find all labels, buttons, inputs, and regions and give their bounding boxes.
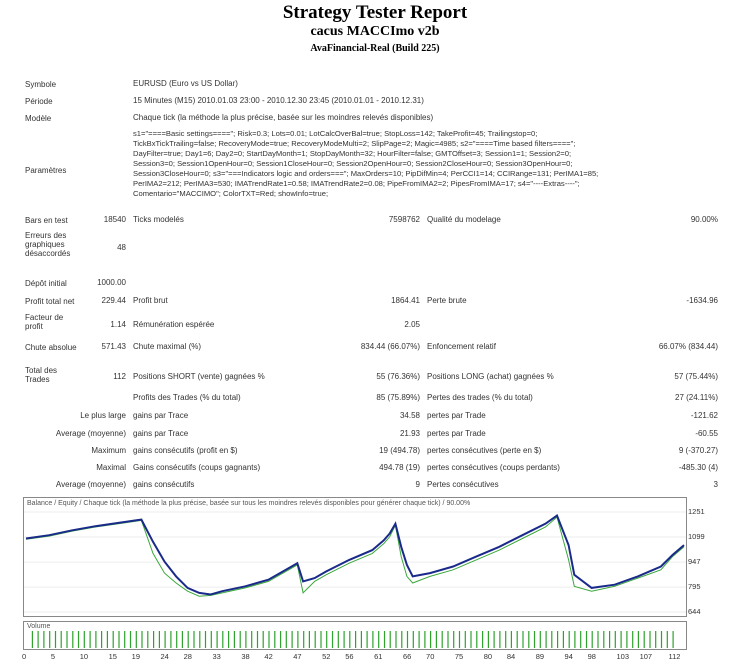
params-line: TickBxTickTrailing=false; RecoveryMode=true; RecoveryModeMulti=2; SlipPage=2; Magic=4985; s2="====Time based filters===="; — [133, 139, 576, 148]
bars-value: 18540 — [103, 215, 126, 224]
x-tick-label: 98 — [587, 652, 596, 661]
volume-bar — [632, 631, 633, 648]
volume-bar — [280, 631, 281, 648]
volume-bar — [592, 631, 593, 648]
volume-bar — [136, 631, 137, 648]
volume-bar — [61, 631, 62, 648]
y-tick-label: 947 — [688, 557, 701, 567]
volume-bar — [176, 631, 177, 648]
profit-factor-label: Facteur de profit — [25, 313, 64, 331]
net-profit-value: 229.44 — [101, 296, 126, 305]
volume-bar — [274, 631, 275, 648]
period-value: 15 Minutes (M15) 2010.01.03 23:00 - 2010.12.30 23:45 (2010.01.01 - 2010.12.31) — [133, 96, 424, 105]
volume-bar — [297, 631, 298, 648]
x-tick-label: 42 — [264, 652, 273, 661]
payoff-label: Rémunération espérée — [133, 320, 215, 329]
volume-bar — [338, 631, 339, 648]
x-tick-label: 112 — [668, 652, 681, 661]
y-tick-label: 1251 — [688, 507, 705, 516]
x-tick-label: 33 — [212, 652, 221, 661]
largest-win-label: gains par Trace — [133, 411, 189, 420]
abs-drawdown-label: Chute absolue — [25, 343, 77, 352]
x-tick-label: 66 — [402, 652, 412, 661]
volume-bar — [268, 631, 269, 648]
volume-bar — [511, 631, 512, 648]
volume-bar — [182, 631, 183, 648]
volume-bar — [286, 631, 287, 648]
volume-bar — [551, 631, 552, 648]
x-tick-label: 61 — [374, 652, 383, 661]
loss-trades-label: Pertes des trades (% du total) — [427, 393, 533, 402]
volume-bar — [228, 631, 229, 648]
volume-bar — [430, 631, 431, 648]
volume-bar — [78, 631, 79, 648]
total-trades-label: Total des Trades — [25, 366, 58, 384]
avg-consec-label: Average (moyenne) — [55, 480, 126, 489]
volume-plot — [24, 622, 686, 649]
x-tick-label: 107 — [639, 652, 653, 661]
y-tick-label: 795 — [688, 582, 701, 592]
volume-bar — [165, 631, 166, 648]
avg-consec-win-value: 9 — [415, 480, 420, 489]
balance-chart-plot — [24, 498, 686, 616]
x-tick-label: 75 — [454, 652, 464, 661]
params-line: s1="====Basic settings===="; Risk=0.3; Lots=0.01; LotCalcOverBal=true; StopLoss=142; TakeProfit=45; Trailingstop=0; — [133, 129, 538, 138]
long-won-label: Positions LONG (achat) gagnées % — [427, 372, 554, 381]
profit-factor-value: 1.14 — [110, 320, 126, 329]
volume-bar — [638, 631, 639, 648]
x-tick-label: 70 — [426, 652, 435, 661]
volume-bar — [130, 631, 131, 648]
short-won-value: 55 (76.36%) — [376, 372, 420, 381]
volume-bar — [43, 631, 44, 648]
volume-bar — [72, 631, 73, 648]
volume-bar — [245, 631, 246, 648]
volume-bar — [401, 631, 402, 648]
ticks-value: 7598762 — [388, 215, 420, 224]
avg-consec-win-label: gains consécutifs — [133, 480, 195, 489]
avg-loss-label: pertes par Trade — [427, 429, 486, 438]
x-tick-label: 103 — [616, 652, 630, 661]
volume-bar — [667, 631, 668, 648]
params-line: PerIMA2=212; PerIMA3=530; IMATrendRate1=0.58; IMATrendRate2=0.08; PipeFromIMA2=2; PipesFromIMA=17; s4="----Extras----"; — [133, 179, 580, 188]
volume-bar — [615, 631, 616, 648]
volume-bar — [320, 631, 321, 648]
maximum-label: Maximum — [91, 446, 126, 455]
volume-bar — [470, 631, 471, 648]
x-tick-label: 24 — [160, 652, 169, 661]
maximal-loss-label: pertes consécutives (coups perdants) — [427, 463, 560, 472]
avg-loss-value: -60.55 — [695, 429, 718, 438]
bars-label: Bars en test — [25, 216, 68, 225]
volume-bar — [378, 631, 379, 648]
volume-bar — [95, 631, 96, 648]
volume-bar — [459, 631, 460, 648]
volume-bar — [534, 631, 535, 648]
abs-drawdown-value: 571.43 — [101, 342, 126, 351]
volume-bar — [390, 631, 391, 648]
volume-bar — [141, 631, 142, 648]
largest-label: Le plus large — [80, 411, 126, 420]
x-tick-label: 19 — [131, 652, 140, 661]
volume-bar — [465, 631, 466, 648]
params-line: Session3CloseHour=0; s3="===Indicators logic and orders==="; MaxOrders=10; PipDifMin=4; PerCCI1=14; CCIRange=131; PerIMA1=85; — [133, 169, 599, 178]
volume-label: Volume — [27, 623, 51, 630]
volume-bar — [488, 631, 489, 648]
volume-bar — [528, 631, 529, 648]
total-trades-value: 112 — [113, 372, 126, 381]
errors-value: 48 — [117, 243, 126, 252]
params-text — [133, 129, 723, 199]
maximal-win-value: 494.78 (19) — [379, 463, 420, 472]
volume-bar — [580, 631, 581, 648]
volume-bar — [147, 631, 148, 648]
period-label: Période — [25, 97, 53, 106]
max-drawdown-label: Chute maximal (%) — [133, 342, 202, 351]
chart-caption: Balance / Equity / Chaque tick (la méthode la plus précise, basée sur tous les moindres relevés disponibles pour générer chaque tick) / 90.00% — [27, 500, 471, 507]
maximal-win-label: Gains consécutifs (coups gagnants) — [133, 463, 261, 472]
x-tick-label: 47 — [293, 652, 302, 661]
volume-bar — [586, 631, 587, 648]
x-tick-label: 5 — [50, 652, 56, 661]
avg-consec-loss-label: Pertes consécutives — [427, 480, 499, 489]
volume-bar — [442, 631, 443, 648]
volume-bar — [234, 631, 235, 648]
deposit-value: 1000.00 — [97, 278, 126, 287]
maximal-label: Maximal — [96, 463, 126, 472]
volume-bar — [90, 631, 91, 648]
volume-bar — [159, 631, 160, 648]
deposit-label: Dépôt initial — [25, 279, 67, 288]
volume-bar — [66, 631, 67, 648]
volume-bar — [673, 631, 674, 648]
volume-bar — [609, 631, 610, 648]
volume-panel — [23, 621, 687, 650]
x-tick-label: 56 — [345, 652, 354, 661]
max-consec-loss-value: 9 (-370.27) — [678, 446, 718, 455]
x-tick-label: 89 — [535, 652, 545, 661]
volume-bar — [49, 631, 50, 648]
volume-bar — [361, 631, 362, 648]
volume-bar — [217, 631, 218, 648]
volume-bar — [569, 631, 570, 648]
volume-bar — [211, 631, 212, 648]
volume-bar — [193, 631, 194, 648]
volume-bar — [384, 631, 385, 648]
average-label: Average (moyenne) — [55, 429, 126, 438]
volume-bar — [603, 631, 604, 648]
volume-bar — [257, 631, 258, 648]
max-consec-win-label: gains consécutifs (profit en $) — [133, 446, 238, 455]
volume-bar — [395, 631, 396, 648]
x-tick-label: 84 — [506, 652, 516, 661]
gross-loss-value: -1634.96 — [686, 296, 718, 305]
largest-loss-value: -121.62 — [690, 411, 718, 420]
volume-bar — [505, 631, 506, 648]
volume-bar — [626, 631, 627, 648]
avg-consec-loss-value: 3 — [713, 480, 718, 489]
profit-trades-value: 85 (75.89%) — [376, 393, 420, 402]
volume-bar — [597, 631, 598, 648]
volume-bar — [355, 631, 356, 648]
volume-bar — [153, 631, 154, 648]
volume-bar — [563, 631, 564, 648]
gross-profit-label: Profit brut — [133, 296, 168, 305]
volume-bar — [655, 631, 656, 648]
max-consec-loss-label: pertes consécutives (perte en $) — [427, 446, 542, 455]
volume-bar — [303, 631, 304, 648]
net-profit-label: Profit total net — [25, 297, 75, 306]
params-line: DayFilter=true; Day1=6; Day2=0; StartDayMonth=1; StopDayMonth=32; HourFilter=false; GMTOffset=3; Session1=1; Session2=0; — [133, 149, 572, 158]
volume-bar — [499, 631, 500, 648]
volume-bar — [55, 631, 56, 648]
volume-bar — [124, 631, 125, 648]
volume-bar — [251, 631, 252, 648]
volume-bar — [367, 631, 368, 648]
y-tick-label: 644 — [688, 607, 701, 616]
gross-loss-label: Perte brute — [427, 296, 467, 305]
volume-bar — [199, 631, 200, 648]
avg-win-label: gains par Trace — [133, 429, 189, 438]
volume-bar — [118, 631, 119, 648]
volume-bar — [540, 631, 541, 648]
volume-bar — [349, 631, 350, 648]
volume-bar — [309, 631, 310, 648]
volume-bar — [574, 631, 575, 648]
params-line: Comentario="MACCIMO"; ColorTXT=Red; showInfo=true; — [133, 189, 329, 198]
x-tick-label: 94 — [564, 652, 573, 661]
volume-bar — [326, 631, 327, 648]
volume-bar — [372, 631, 373, 648]
symbol-value: EURUSD (Euro vs US Dollar) — [133, 79, 238, 88]
volume-bar — [344, 631, 345, 648]
volume-bar — [482, 631, 483, 648]
balance-line — [26, 516, 684, 595]
volume-bar — [546, 631, 547, 648]
model-label: Modèle — [25, 114, 52, 123]
volume-bar — [424, 631, 425, 648]
ticks-label: Ticks modelés — [133, 215, 184, 224]
errors-label: Erreurs des graphiques désaccordés — [25, 231, 71, 258]
volume-bar — [32, 631, 33, 648]
rel-drawdown-label: Enfoncement relatif — [427, 342, 496, 351]
x-tick-label: 52 — [322, 652, 331, 661]
volume-bar — [263, 631, 264, 648]
x-tick-label: 38 — [241, 652, 250, 661]
balance-chart — [23, 497, 687, 617]
volume-bar — [107, 631, 108, 648]
volume-bar — [621, 631, 622, 648]
symbol-label: Symbole — [25, 80, 57, 89]
volume-bar — [315, 631, 316, 648]
report-title: Strategy Tester Report — [282, 2, 468, 23]
ea-name: cacus MACCImo v2b — [310, 24, 440, 39]
volume-bar — [522, 631, 523, 648]
params-line: Session3=0; Session1OpenHour=0; Session1CloseHour=0; Session2OpenHour=0; Session2CloseHour=0; Session3OpenHour=0; — [133, 159, 573, 168]
volume-bar — [84, 631, 85, 648]
maximal-loss-value: -485.30 (4) — [678, 463, 718, 472]
loss-trades-value: 27 (24.11%) — [675, 393, 718, 402]
volume-bar — [101, 631, 102, 648]
volume-bar — [113, 631, 114, 648]
x-tick-label: 0 — [22, 652, 27, 661]
x-tick-label: 80 — [483, 652, 493, 661]
max-consec-win-value: 19 (494.78) — [379, 446, 420, 455]
volume-bar — [447, 631, 448, 648]
volume-bar — [188, 631, 189, 648]
x-tick-label: 28 — [183, 652, 192, 661]
volume-bar — [517, 631, 518, 648]
volume-bar — [413, 631, 414, 648]
volume-bar — [644, 631, 645, 648]
profit-trades-label: Profits des Trades (% du total) — [133, 393, 241, 402]
volume-bar — [661, 631, 662, 648]
volume-bar — [170, 631, 171, 648]
long-won-value: 57 (75.44%) — [674, 372, 718, 381]
gross-profit-value: 1864.41 — [391, 296, 420, 305]
x-tick-label: 15 — [108, 652, 117, 661]
payoff-value: 2.05 — [404, 320, 420, 329]
quality-label: Qualité du modelage — [427, 215, 501, 224]
params-label: Paramètres — [25, 166, 67, 175]
volume-bar — [494, 631, 495, 648]
broker-name: AvaFinancial-Real (Build 225) — [310, 43, 440, 54]
volume-bar — [436, 631, 437, 648]
volume-bar — [419, 631, 420, 648]
volume-bar — [222, 631, 223, 648]
max-drawdown-value: 834.44 (66.07%) — [360, 342, 420, 351]
y-tick-label: 1099 — [688, 532, 705, 542]
volume-bar — [38, 631, 39, 648]
rel-drawdown-value: 66.07% (834.44) — [658, 342, 718, 351]
quality-value: 90.00% — [690, 215, 718, 224]
short-won-label: Positions SHORT (vente) gagnées % — [133, 372, 265, 381]
x-tick-label: 10 — [79, 652, 89, 661]
avg-win-value: 21.93 — [399, 429, 420, 438]
volume-bar — [205, 631, 206, 648]
volume-bar — [649, 631, 650, 648]
volume-bar — [557, 631, 558, 648]
volume-bar — [240, 631, 241, 648]
volume-bar — [292, 631, 293, 648]
volume-bar — [453, 631, 454, 648]
volume-bar — [476, 631, 477, 648]
largest-loss-label: pertes par Trade — [427, 411, 486, 420]
volume-bar — [332, 631, 333, 648]
largest-win-value: 34.58 — [399, 411, 420, 420]
model-value: Chaque tick (la méthode la plus précise, basée sur les moindres relevés disponibles) — [133, 113, 434, 122]
volume-bar — [407, 631, 408, 648]
